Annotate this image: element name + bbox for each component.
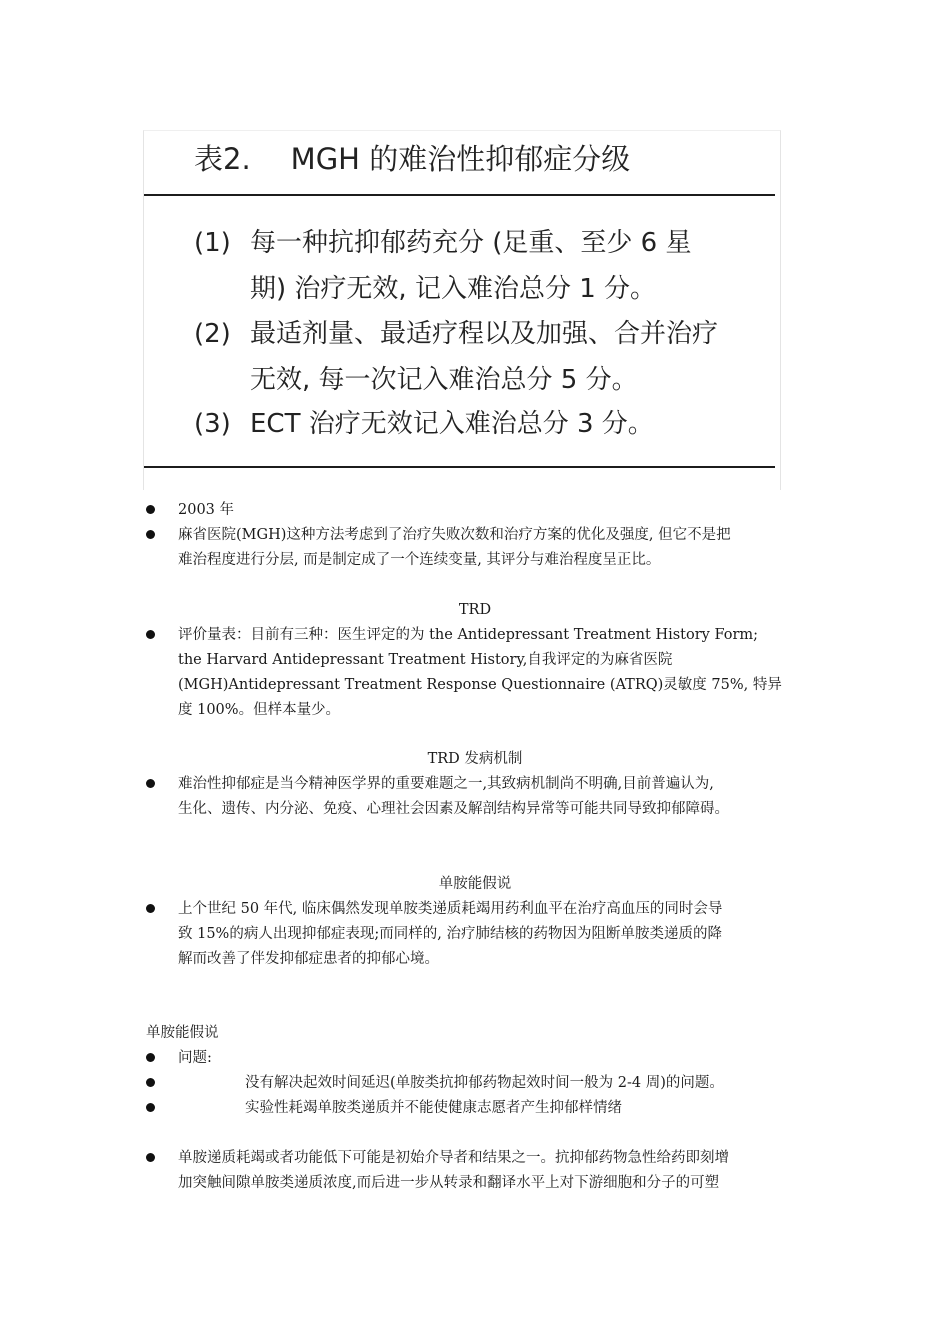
table-item-line: ECT 治疗无效记入难治总分 3 分。 [250, 409, 654, 439]
table-item-1 [194, 220, 691, 312]
section-heading-trd: TRD [458, 602, 492, 618]
question-label: 问题: [178, 1050, 212, 1066]
table-item-line: 每一种抗抑郁药充分 (足重、至少 6 星 [250, 228, 692, 258]
table-item-2 [194, 311, 718, 403]
paragraph-line: 评价量表：目前有三种：医生评定的为 the Antidepressant Treatment History Form; [178, 627, 759, 643]
table-number: 表2. [194, 142, 251, 176]
paragraph-line: 难治程度进行分层, 而是制定成了一个连续变量, 其评分与难治程度呈正比。 [178, 552, 661, 568]
table-bottom-rule [144, 466, 775, 468]
bullet-icon [146, 1103, 155, 1112]
question-item: 实验性耗竭单胺类递质并不能使健康志愿者产生抑郁样情绪 [245, 1100, 622, 1116]
paragraph-line: (MGH)Antidepressant Treatment Response Questionnaire (ATRQ)灵敏度 75%, 特异 [178, 677, 782, 693]
paragraph-line: 加突触间隙单胺类递质浓度,而后进一步从转录和翻译水平上对下游细胞和分子的可塑 [178, 1175, 720, 1191]
table-item-label: (3) [194, 409, 231, 439]
paragraph-line: 上个世纪 50 年代, 临床偶然发现单胺类递质耗竭用药利血平在治疗高血压的同时会导 [178, 901, 723, 917]
question-item: 没有解决起效时间延迟(单胺类抗抑郁药物起效时间一般为 2-4 周)的问题。 [245, 1075, 724, 1091]
bullet-icon [146, 630, 155, 639]
paragraph-line: 单胺递质耗竭或者功能低下可能是初始介导者和结果之一。抗抑郁药物急性给药即刻增 [178, 1150, 729, 1166]
table-item-3 [194, 401, 654, 447]
bullet-icon [146, 1078, 155, 1087]
paragraph-line: 致 15%的病人出现抑郁症表现;而同样的, 治疗肺结核的药物因为阻断单胺类递质的降 [178, 926, 722, 942]
bullet-icon [146, 1153, 155, 1162]
bullet-icon [146, 904, 155, 913]
section-heading-monoamine: 单胺能假说 [438, 876, 512, 892]
paragraph-line: the Harvard Antidepressant Treatment History,自我评定的为麻省医院 [178, 652, 673, 668]
table-item-label: (1) [194, 228, 231, 258]
section-label-monoamine: 单胺能假说 [146, 1025, 219, 1041]
table-title [194, 137, 630, 178]
table-item-line: 无效, 每一次记入难治总分 5 分。 [250, 365, 638, 395]
paragraph-line: 度 100%。但样本量少。 [178, 702, 341, 718]
section-heading-mechanism: TRD 发病机制 [427, 751, 523, 767]
bullet-icon [146, 505, 155, 514]
paragraph-line: 麻省医院(MGH)这种方法考虑到了治疗失败次数和治疗方案的优化及强度, 但它不是把 [178, 527, 731, 543]
table-top-rule [144, 194, 775, 196]
year-text: 2003 年 [178, 502, 235, 518]
paragraph-line: 生化、遗传、内分泌、免疫、心理社会因素及解剖结构异常等可能共同导致抑郁障碍。 [178, 801, 729, 817]
paragraph-line: 解而改善了伴发抑郁症患者的抑郁心境。 [178, 951, 439, 967]
table-figure [143, 130, 781, 490]
bullet-icon [146, 530, 155, 539]
table-item-line: 期) 治疗无效, 记入难治总分 1 分。 [250, 274, 657, 304]
table-title-text: MGH 的难治性抑郁症分级 [290, 142, 631, 176]
bullet-icon [146, 779, 155, 788]
table-item-label: (2) [194, 319, 231, 349]
bullet-icon [146, 1053, 155, 1062]
table-item-line: 最适剂量、最适疗程以及加强、合并治疗 [250, 319, 719, 349]
paragraph-line: 难治性抑郁症是当今精神医学界的重要难题之一,其致病机制尚不明确,目前普遍认为, [178, 776, 714, 792]
